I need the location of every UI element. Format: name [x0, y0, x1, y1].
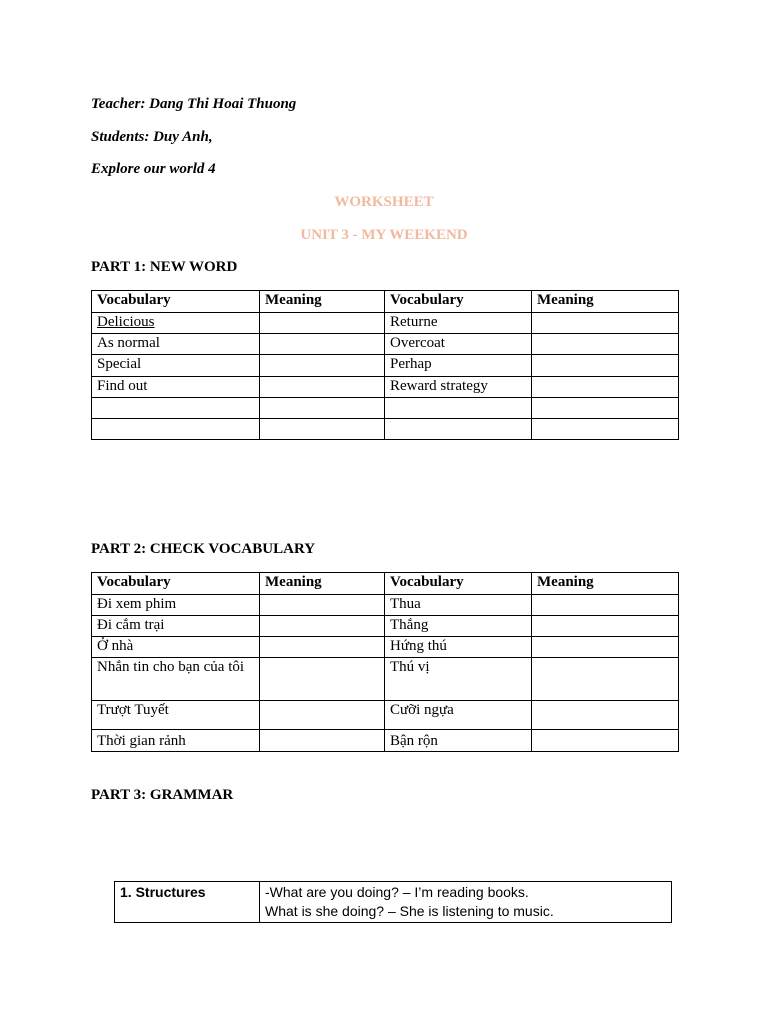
structures-examples	[260, 882, 672, 923]
column-header: Vocabulary	[385, 291, 532, 313]
worksheet-title: WORKSHEET	[334, 194, 434, 210]
meaning-cell	[532, 595, 679, 616]
meaning-cell	[260, 355, 385, 377]
example-line: -What are you doing? – I’m reading books.	[265, 884, 529, 900]
meaning-cell	[260, 701, 385, 730]
vocab-cell	[92, 398, 260, 419]
meaning-cell	[532, 355, 679, 377]
vocab-cell: Bận rộn	[385, 730, 532, 752]
meaning-cell	[260, 313, 385, 334]
meaning-cell	[260, 377, 385, 398]
grammar-table	[114, 881, 672, 923]
column-header: Vocabulary	[92, 291, 260, 313]
meaning-cell	[260, 334, 385, 355]
vocab-cell: Thắng	[385, 616, 532, 637]
vocab-cell: Perhap	[385, 355, 532, 377]
part2-heading: PART 2: CHECK VOCABULARY	[91, 541, 316, 557]
part1-heading: PART 1: NEW WORD	[91, 259, 238, 275]
example-line: What is she doing? – She is listening to music.	[265, 903, 554, 919]
vocab-cell: Thua	[385, 595, 532, 616]
vocab-cell: Special	[92, 355, 260, 377]
vocab-cell: Hứng thú	[385, 637, 532, 658]
vocab-cell: Returne	[385, 313, 532, 334]
meaning-cell	[260, 595, 385, 616]
vocab-cell: Nhắn tin cho bạn của tôi	[92, 658, 260, 701]
meaning-cell	[260, 730, 385, 752]
meaning-cell	[532, 377, 679, 398]
meaning-cell	[532, 616, 679, 637]
vocab-cell: Ở nhà	[92, 637, 260, 658]
structures-label: 1. Structures	[115, 882, 260, 923]
meaning-cell	[532, 701, 679, 730]
vocab-cell	[92, 419, 260, 440]
vocab-cell: Cưỡi ngựa	[385, 701, 532, 730]
meaning-cell	[532, 398, 679, 419]
column-header: Meaning	[532, 573, 679, 595]
meaning-cell	[260, 398, 385, 419]
meaning-cell	[532, 419, 679, 440]
meaning-cell	[532, 730, 679, 752]
vocab-cell: Find out	[92, 377, 260, 398]
vocab-cell: Thú vị	[385, 658, 532, 701]
meaning-cell	[260, 637, 385, 658]
teacher-line: Teacher: Dang Thi Hoai Thuong	[91, 96, 297, 112]
book-line: Explore our world 4	[91, 161, 216, 177]
vocab-cell	[92, 313, 260, 334]
vocab-cell: Thời gian rảnh	[92, 730, 260, 752]
column-header: Vocabulary	[385, 573, 532, 595]
vocab-cell	[385, 398, 532, 419]
part3-heading: PART 3: GRAMMAR	[91, 787, 234, 803]
meaning-cell	[532, 637, 679, 658]
vocab-cell	[385, 419, 532, 440]
vocab-cell: Trượt Tuyết	[92, 701, 260, 730]
meaning-cell	[260, 658, 385, 701]
students-line: Students: Duy Anh,	[91, 129, 213, 145]
column-header: Meaning	[532, 291, 679, 313]
meaning-cell	[532, 313, 679, 334]
vocab-cell: As normal	[92, 334, 260, 355]
meaning-cell	[532, 658, 679, 701]
vocab-cell: Reward strategy	[385, 377, 532, 398]
column-header: Meaning	[260, 291, 385, 313]
column-header: Vocabulary	[92, 573, 260, 595]
vocab-cell: Đi cắm trại	[92, 616, 260, 637]
unit-title: UNIT 3 - MY WEEKEND	[300, 227, 468, 243]
check-vocabulary-table	[91, 572, 679, 752]
vocab-cell: Đi xem phim	[92, 595, 260, 616]
vocab-cell: Overcoat	[385, 334, 532, 355]
column-header: Meaning	[260, 573, 385, 595]
new-word-table	[91, 290, 679, 440]
meaning-cell	[532, 334, 679, 355]
meaning-cell	[260, 616, 385, 637]
meaning-cell	[260, 419, 385, 440]
vocab-word: Delicious	[97, 314, 155, 330]
